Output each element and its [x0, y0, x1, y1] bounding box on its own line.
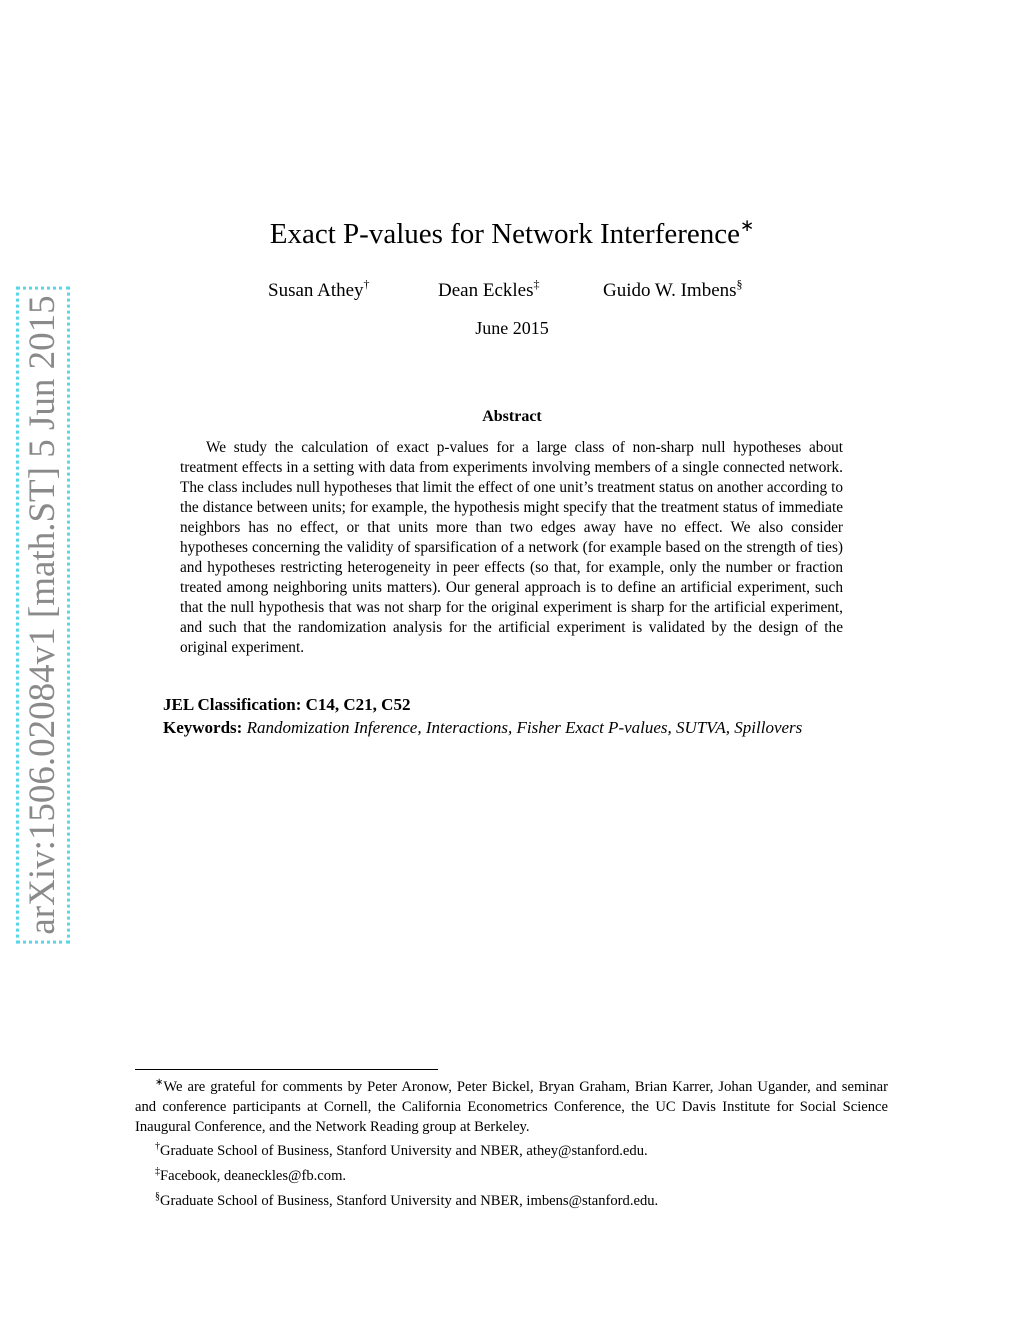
footnote-mark: ‡	[155, 1166, 160, 1178]
author-athey	[268, 277, 370, 302]
abstract-text: We study the calculation of exact p-values for a large class of non-sharp null hypotheses about treatment effects in a setting with data from experiments involving members of a single connected network. The class includes null hypotheses that limit the effect of one unit’s treatment status on another according to the distance between units; for example, the hypothesis might specify that the treatment status of immediate neighbors has no effect, or that units more than two edges away have no effect. We also consider hypotheses concerning the validity of sparsification of a network (for example based on the strength of ties) and hypotheses restricting heterogeneity in peer effects (so that, for example, only the number or fraction treated among neighboring units matters). Our general approach is to define an artificial experiment, such that the null hypothesis that was not sharp for the original experiment is sharp for the artificial experiment, and such that the randomization analysis for the artificial experiment is validated by the design of the original experiment.	[180, 439, 843, 656]
title-text: Exact P-values for Network Interference	[269, 218, 740, 250]
footnote-acknowledgements	[135, 1073, 888, 1137]
footnote-athey	[135, 1137, 888, 1162]
footnote-imbens	[135, 1187, 888, 1212]
author-eckles	[438, 277, 539, 302]
arxiv-side-stamp: arXiv:1506.02084v1 [math.ST] 5 Jun 2015	[16, 286, 70, 943]
footnote-text: Graduate School of Business, Stanford University and NBER, imbens@stanford.edu.	[160, 1192, 659, 1209]
author-imbens	[603, 277, 743, 302]
footnote-mark: †	[155, 1141, 160, 1153]
title-footnote-mark: ∗	[739, 216, 755, 235]
footnote-text: Facebook, deaneckles@fb.com.	[160, 1168, 347, 1185]
author-name: Guido W. Imbens	[603, 280, 737, 301]
footnote-text: Graduate School of Business, Stanford University and NBER, athey@stanford.edu.	[160, 1143, 648, 1160]
footnote-text: We are grateful for comments by Peter Aronow, Peter Bickel, Bryan Graham, Brian Karrer, Johan Ugander, and seminar and conference participants at Cornell, the California Econometrics Conference, the UC Davis Institute for Social Science Inaugural Conference, and the Network Reading group at Berkeley.	[135, 1079, 888, 1135]
jel-classification: JEL Classification: C14, C21, C52	[163, 695, 411, 714]
paper-title	[0, 216, 1024, 251]
footnote-eckles	[135, 1162, 888, 1187]
keywords-label: Keywords:	[163, 718, 243, 737]
keywords-text: Randomization Inference, Interactions, Fisher Exact P-values, SUTVA, Spillovers	[246, 718, 803, 737]
abstract-heading: Abstract	[482, 408, 542, 425]
footnotes	[135, 1073, 888, 1212]
author-mark: §	[736, 277, 743, 291]
paper-date: June 2015	[475, 318, 549, 338]
keywords-line	[163, 718, 802, 738]
author-name: Dean Eckles	[438, 280, 534, 301]
author-mark: †	[363, 277, 370, 291]
footnote-mark: §	[155, 1190, 160, 1202]
author-name: Susan Athey	[268, 280, 364, 301]
footnote-rule	[135, 1069, 438, 1070]
footnote-mark: ∗	[155, 1077, 164, 1088]
author-mark: ‡	[533, 277, 540, 291]
